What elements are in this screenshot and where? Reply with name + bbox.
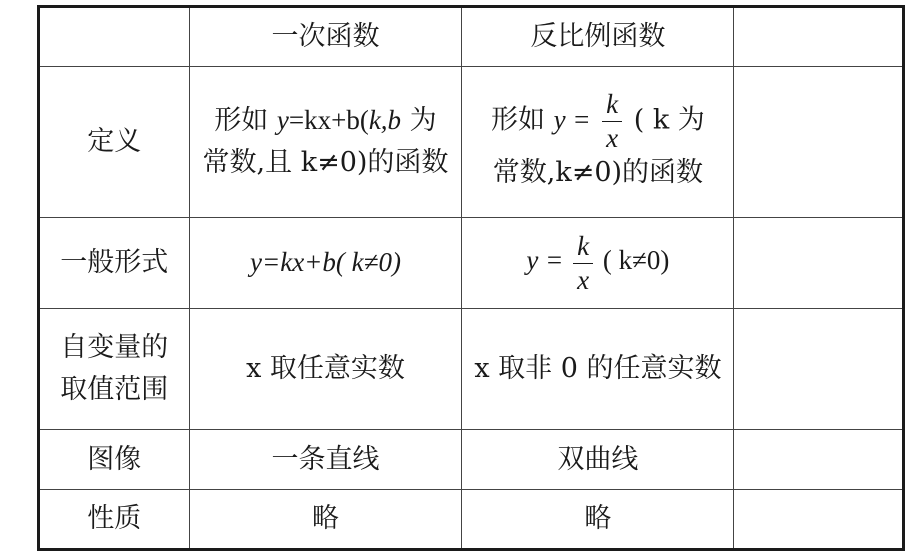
inverse-definition-lhs: y = xyxy=(553,104,591,135)
inverse-definition-line2: 常数,k≠0)的函数 xyxy=(492,156,704,188)
linear-general-form: y=kx+b( k≠0) xyxy=(189,218,462,309)
inverse-definition-fraction xyxy=(602,90,622,152)
inverse-domain: x 取非 0 的任意实数 xyxy=(462,309,734,430)
empty-cell xyxy=(734,490,904,550)
function-comparison-table xyxy=(37,5,905,551)
header-linear-function: 一次函数 xyxy=(189,7,462,67)
row-label-properties: 性质 xyxy=(39,490,190,550)
inverse-general-form-fraction xyxy=(573,232,593,294)
table-row-general-form xyxy=(39,218,904,309)
inverse-general-form-lhs: y = xyxy=(526,245,564,276)
linear-definition-suffix: 为 xyxy=(409,105,437,137)
linear-properties: 略 xyxy=(189,490,462,550)
row-label-definition: 定义 xyxy=(39,67,190,218)
linear-definition-y: y xyxy=(276,105,289,136)
empty-cell xyxy=(734,309,904,430)
header-corner-cell xyxy=(39,7,190,67)
table-row-definition xyxy=(39,67,904,218)
linear-definition-prefix: 形如 xyxy=(214,105,269,137)
header-empty-cell xyxy=(734,7,904,67)
fraction-denominator: x xyxy=(606,122,619,153)
inverse-definition-suffix: ( k 为 xyxy=(633,104,705,136)
inverse-general-form-cell xyxy=(462,218,734,309)
inverse-general-form-suffix: ( k≠0) xyxy=(602,245,670,276)
empty-cell xyxy=(734,218,904,309)
row-label-domain: 自变量的 取值范围 xyxy=(39,309,190,430)
linear-definition-equation: =kx+b( xyxy=(288,105,369,136)
linear-definition-params: k,b xyxy=(368,105,402,136)
fraction-numerator: k xyxy=(602,90,622,121)
header-inverse-proportion-function: 反比例函数 xyxy=(462,7,734,67)
fraction-denominator: x xyxy=(577,264,590,295)
row-label-general-form: 一般形式 xyxy=(39,218,190,309)
linear-definition-line2: 常数,且 k≠0)的函数 xyxy=(202,147,449,178)
inverse-graph: 双曲线 xyxy=(462,430,734,490)
empty-cell xyxy=(734,430,904,490)
linear-domain: x 取任意实数 xyxy=(189,309,462,430)
inverse-definition-prefix: 形如 xyxy=(491,104,546,136)
empty-cell xyxy=(734,67,904,218)
fraction-numerator: k xyxy=(573,232,593,263)
header-row xyxy=(39,7,904,67)
table-row-domain xyxy=(39,309,904,430)
table-row-properties xyxy=(39,490,904,550)
row-label-graph: 图像 xyxy=(39,430,190,490)
inverse-definition-cell xyxy=(462,67,734,218)
linear-definition-cell xyxy=(189,67,462,218)
table-row-graph xyxy=(39,430,904,490)
inverse-properties: 略 xyxy=(462,490,734,550)
linear-graph: 一条直线 xyxy=(189,430,462,490)
